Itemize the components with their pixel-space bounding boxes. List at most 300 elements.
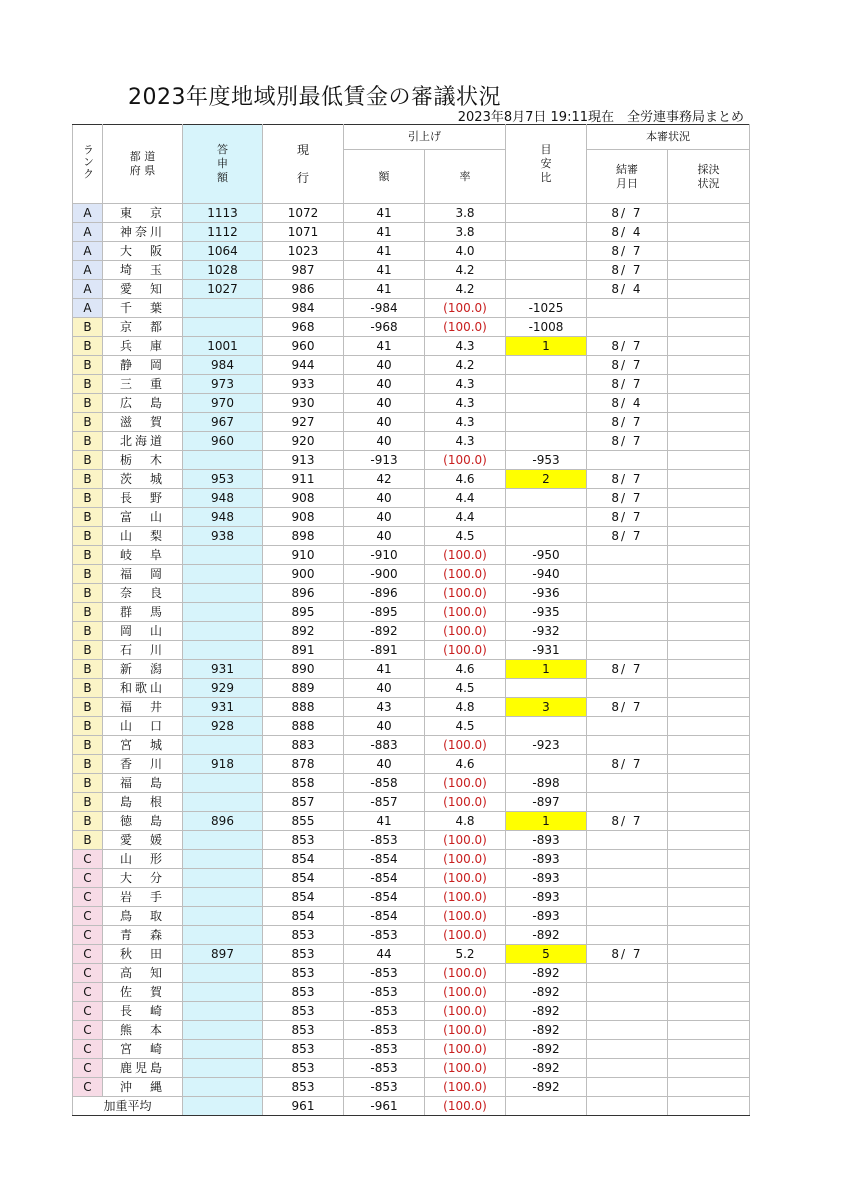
raise-rate-cell: (100.0) — [425, 622, 506, 641]
table-row — [73, 1021, 750, 1040]
current-wage-cell: 892 — [263, 622, 344, 641]
rank-cell: C — [73, 869, 103, 888]
header-council-status: 本審状況 — [587, 125, 750, 150]
conclusion-date-cell: 8/ 7 — [587, 337, 668, 356]
table-row — [73, 755, 750, 774]
weighted-average-proposal — [183, 1097, 263, 1116]
adoption-status-cell — [668, 869, 750, 888]
current-wage-cell: 944 — [263, 356, 344, 375]
target-ratio-cell: -892 — [506, 983, 587, 1002]
rank-cell: B — [73, 603, 103, 622]
adoption-status-cell — [668, 926, 750, 945]
raise-amount-cell: 41 — [344, 223, 425, 242]
raise-amount-cell: 40 — [344, 679, 425, 698]
raise-amount-cell: 40 — [344, 413, 425, 432]
target-ratio-cell: -923 — [506, 736, 587, 755]
raise-amount-cell: 41 — [344, 242, 425, 261]
conclusion-date-cell: 8/ 7 — [587, 812, 668, 831]
raise-amount-cell: 40 — [344, 375, 425, 394]
header-adoption-status: 採決 状況 — [668, 150, 750, 204]
raise-rate-cell: 4.5 — [425, 679, 506, 698]
adoption-status-cell — [668, 660, 750, 679]
prefecture-cell: 鹿児島 — [103, 1059, 183, 1078]
current-wage-cell: 878 — [263, 755, 344, 774]
proposal-cell — [183, 584, 263, 603]
proposal-cell — [183, 983, 263, 1002]
target-ratio-cell: -892 — [506, 1040, 587, 1059]
raise-amount-cell: -853 — [344, 1040, 425, 1059]
adoption-status-cell — [668, 717, 750, 736]
conclusion-date-cell — [587, 1078, 668, 1097]
table-row — [73, 774, 750, 793]
rank-cell: B — [73, 337, 103, 356]
rank-cell: C — [73, 1059, 103, 1078]
current-wage-cell: 933 — [263, 375, 344, 394]
header-proposal: 答 申 額 — [183, 125, 263, 204]
current-wage-cell: 853 — [263, 1078, 344, 1097]
raise-rate-cell: (100.0) — [425, 1040, 506, 1059]
current-wage-cell: 910 — [263, 546, 344, 565]
current-wage-cell: 883 — [263, 736, 344, 755]
target-ratio-cell — [506, 261, 587, 280]
table-row — [73, 622, 750, 641]
raise-rate-cell: 4.6 — [425, 660, 506, 679]
target-ratio-cell: -936 — [506, 584, 587, 603]
conclusion-date-cell — [587, 774, 668, 793]
raise-amount-cell: -910 — [344, 546, 425, 565]
rank-cell: B — [73, 831, 103, 850]
proposal-cell — [183, 850, 263, 869]
current-wage-cell: 920 — [263, 432, 344, 451]
prefecture-cell: 滋 賀 — [103, 413, 183, 432]
current-wage-cell: 927 — [263, 413, 344, 432]
raise-amount-cell: -853 — [344, 1002, 425, 1021]
target-ratio-cell: -893 — [506, 850, 587, 869]
table-row — [73, 242, 750, 261]
table-row — [73, 1059, 750, 1078]
raise-amount-cell: -853 — [344, 983, 425, 1002]
raise-amount-cell: 44 — [344, 945, 425, 964]
target-ratio-cell: -931 — [506, 641, 587, 660]
current-wage-cell: 896 — [263, 584, 344, 603]
prefecture-cell: 福 島 — [103, 774, 183, 793]
raise-rate-cell: (100.0) — [425, 584, 506, 603]
conclusion-date-cell: 8/ 7 — [587, 527, 668, 546]
rank-cell: B — [73, 546, 103, 565]
adoption-status-cell — [668, 888, 750, 907]
target-ratio-cell: -892 — [506, 1078, 587, 1097]
prefecture-cell: 群 馬 — [103, 603, 183, 622]
conclusion-date-cell — [587, 736, 668, 755]
adoption-status-cell — [668, 736, 750, 755]
current-wage-cell: 891 — [263, 641, 344, 660]
prefecture-cell: 宮 城 — [103, 736, 183, 755]
current-wage-cell: 854 — [263, 888, 344, 907]
conclusion-date-cell: 8/ 7 — [587, 489, 668, 508]
prefecture-cell: 大 阪 — [103, 242, 183, 261]
raise-amount-cell: -857 — [344, 793, 425, 812]
proposal-cell — [183, 907, 263, 926]
raise-amount-cell: -900 — [344, 565, 425, 584]
rank-cell: B — [73, 660, 103, 679]
raise-rate-cell: 4.4 — [425, 508, 506, 527]
table-row — [73, 489, 750, 508]
rank-cell: B — [73, 413, 103, 432]
proposal-cell — [183, 888, 263, 907]
current-wage-cell: 986 — [263, 280, 344, 299]
raise-rate-cell: 4.3 — [425, 432, 506, 451]
conclusion-date-cell — [587, 318, 668, 337]
weighted-average-vote — [668, 1097, 750, 1116]
raise-rate-cell: (100.0) — [425, 603, 506, 622]
target-ratio-cell: 1 — [506, 337, 587, 356]
conclusion-date-cell — [587, 1059, 668, 1078]
rank-cell: B — [73, 793, 103, 812]
current-wage-cell: 911 — [263, 470, 344, 489]
proposal-cell — [183, 565, 263, 584]
conclusion-date-cell: 8/ 4 — [587, 280, 668, 299]
rank-cell: B — [73, 394, 103, 413]
current-wage-cell: 853 — [263, 964, 344, 983]
adoption-status-cell — [668, 641, 750, 660]
table-row — [73, 1078, 750, 1097]
raise-rate-cell: (100.0) — [425, 983, 506, 1002]
raise-rate-cell: (100.0) — [425, 299, 506, 318]
target-ratio-cell — [506, 508, 587, 527]
raise-rate-cell: (100.0) — [425, 831, 506, 850]
table-row — [73, 812, 750, 831]
prefecture-cell: 島 根 — [103, 793, 183, 812]
table-row — [73, 318, 750, 337]
rank-cell: A — [73, 204, 103, 223]
raise-amount-cell: -853 — [344, 964, 425, 983]
raise-amount-cell: 41 — [344, 204, 425, 223]
table-row — [73, 850, 750, 869]
adoption-status-cell — [668, 1059, 750, 1078]
raise-rate-cell: (100.0) — [425, 451, 506, 470]
rank-cell: C — [73, 983, 103, 1002]
adoption-status-cell — [668, 907, 750, 926]
rank-cell: C — [73, 1040, 103, 1059]
table-row — [73, 1040, 750, 1059]
target-ratio-cell — [506, 356, 587, 375]
minimum-wage-table — [72, 124, 750, 1116]
rank-cell: B — [73, 527, 103, 546]
prefecture-cell: 岡 山 — [103, 622, 183, 641]
conclusion-date-cell — [587, 1021, 668, 1040]
weighted-average-amount: -961 — [344, 1097, 425, 1116]
proposal-cell: 948 — [183, 489, 263, 508]
table-row — [73, 679, 750, 698]
adoption-status-cell — [668, 983, 750, 1002]
raise-rate-cell: 4.5 — [425, 717, 506, 736]
target-ratio-cell: 5 — [506, 945, 587, 964]
raise-amount-cell: 42 — [344, 470, 425, 489]
rank-cell: B — [73, 318, 103, 337]
raise-rate-cell: 4.6 — [425, 755, 506, 774]
adoption-status-cell — [668, 489, 750, 508]
weighted-average-date — [587, 1097, 668, 1116]
adoption-status-cell — [668, 375, 750, 394]
header-raise: 引上げ — [344, 125, 506, 150]
conclusion-date-cell: 8/ 7 — [587, 261, 668, 280]
weighted-average-label: 加重平均 — [73, 1097, 183, 1116]
raise-amount-cell: 43 — [344, 698, 425, 717]
adoption-status-cell — [668, 527, 750, 546]
raise-rate-cell: (100.0) — [425, 1059, 506, 1078]
raise-rate-cell: 4.3 — [425, 375, 506, 394]
target-ratio-cell — [506, 489, 587, 508]
current-wage-cell: 1071 — [263, 223, 344, 242]
prefecture-cell: 新 潟 — [103, 660, 183, 679]
table-row — [73, 717, 750, 736]
target-ratio-cell: -897 — [506, 793, 587, 812]
table-row — [73, 964, 750, 983]
raise-amount-cell: 41 — [344, 337, 425, 356]
raise-rate-cell: 4.2 — [425, 261, 506, 280]
prefecture-cell: 大 分 — [103, 869, 183, 888]
conclusion-date-cell: 8/ 7 — [587, 698, 668, 717]
adoption-status-cell — [668, 850, 750, 869]
rank-cell: B — [73, 375, 103, 394]
conclusion-date-cell — [587, 717, 668, 736]
target-ratio-cell: 2 — [506, 470, 587, 489]
current-wage-cell: 898 — [263, 527, 344, 546]
proposal-cell — [183, 318, 263, 337]
conclusion-date-cell: 8/ 7 — [587, 660, 668, 679]
adoption-status-cell — [668, 945, 750, 964]
proposal-cell — [183, 793, 263, 812]
current-wage-cell: 890 — [263, 660, 344, 679]
proposal-cell — [183, 622, 263, 641]
raise-rate-cell: 4.3 — [425, 337, 506, 356]
adoption-status-cell — [668, 242, 750, 261]
raise-rate-cell: (100.0) — [425, 964, 506, 983]
prefecture-cell: 千 葉 — [103, 299, 183, 318]
current-wage-cell: 987 — [263, 261, 344, 280]
raise-rate-cell: (100.0) — [425, 1002, 506, 1021]
current-wage-cell: 888 — [263, 698, 344, 717]
rank-cell: B — [73, 565, 103, 584]
prefecture-cell: 福 井 — [103, 698, 183, 717]
prefecture-cell: 岩 手 — [103, 888, 183, 907]
adoption-status-cell — [668, 432, 750, 451]
proposal-cell: 1113 — [183, 204, 263, 223]
raise-rate-cell: (100.0) — [425, 907, 506, 926]
raise-rate-cell: 4.3 — [425, 394, 506, 413]
target-ratio-cell: -1008 — [506, 318, 587, 337]
target-ratio-cell — [506, 280, 587, 299]
raise-rate-cell: 4.3 — [425, 413, 506, 432]
rank-cell: B — [73, 356, 103, 375]
conclusion-date-cell: 8/ 7 — [587, 375, 668, 394]
adoption-status-cell — [668, 337, 750, 356]
rank-cell: C — [73, 964, 103, 983]
raise-amount-cell: -896 — [344, 584, 425, 603]
conclusion-date-cell: 8/ 7 — [587, 356, 668, 375]
target-ratio-cell: -893 — [506, 831, 587, 850]
rank-cell: A — [73, 280, 103, 299]
raise-amount-cell: -891 — [344, 641, 425, 660]
rank-cell: B — [73, 432, 103, 451]
target-ratio-cell — [506, 717, 587, 736]
conclusion-date-cell — [587, 926, 668, 945]
rank-cell: B — [73, 736, 103, 755]
prefecture-cell: 鳥 取 — [103, 907, 183, 926]
raise-amount-cell: -853 — [344, 1021, 425, 1040]
weighted-average-row — [73, 1097, 750, 1116]
current-wage-cell: 854 — [263, 907, 344, 926]
raise-amount-cell: -854 — [344, 907, 425, 926]
raise-rate-cell: 4.6 — [425, 470, 506, 489]
proposal-cell: 953 — [183, 470, 263, 489]
target-ratio-cell: -932 — [506, 622, 587, 641]
rank-cell: B — [73, 508, 103, 527]
table-row — [73, 413, 750, 432]
raise-rate-cell: 3.8 — [425, 223, 506, 242]
table-row — [73, 888, 750, 907]
rank-cell: A — [73, 299, 103, 318]
conclusion-date-cell — [587, 793, 668, 812]
raise-rate-cell: (100.0) — [425, 565, 506, 584]
raise-amount-cell: -883 — [344, 736, 425, 755]
prefecture-cell: 埼 玉 — [103, 261, 183, 280]
table-row — [73, 394, 750, 413]
prefecture-cell: 長 崎 — [103, 1002, 183, 1021]
current-wage-cell: 855 — [263, 812, 344, 831]
proposal-cell — [183, 546, 263, 565]
rank-cell: A — [73, 242, 103, 261]
table-row — [73, 527, 750, 546]
adoption-status-cell — [668, 584, 750, 603]
rank-cell: C — [73, 945, 103, 964]
target-ratio-cell: -898 — [506, 774, 587, 793]
adoption-status-cell — [668, 698, 750, 717]
adoption-status-cell — [668, 223, 750, 242]
conclusion-date-cell: 8/ 7 — [587, 508, 668, 527]
conclusion-date-cell: 8/ 7 — [587, 432, 668, 451]
prefecture-cell: 愛 知 — [103, 280, 183, 299]
current-wage-cell: 853 — [263, 1002, 344, 1021]
adoption-status-cell — [668, 413, 750, 432]
raise-rate-cell: (100.0) — [425, 926, 506, 945]
current-wage-cell: 857 — [263, 793, 344, 812]
raise-amount-cell: 41 — [344, 660, 425, 679]
raise-amount-cell: 40 — [344, 717, 425, 736]
raise-amount-cell: -858 — [344, 774, 425, 793]
raise-amount-cell: -968 — [344, 318, 425, 337]
raise-amount-cell: 41 — [344, 812, 425, 831]
rank-cell: B — [73, 451, 103, 470]
target-ratio-cell: -893 — [506, 888, 587, 907]
target-ratio-cell — [506, 432, 587, 451]
prefecture-cell: 宮 崎 — [103, 1040, 183, 1059]
current-wage-cell: 854 — [263, 850, 344, 869]
target-ratio-cell: -953 — [506, 451, 587, 470]
current-wage-cell: 913 — [263, 451, 344, 470]
conclusion-date-cell — [587, 641, 668, 660]
current-wage-cell: 858 — [263, 774, 344, 793]
conclusion-date-cell — [587, 584, 668, 603]
table-row — [73, 926, 750, 945]
table-row — [73, 470, 750, 489]
table-row — [73, 983, 750, 1002]
current-wage-cell: 984 — [263, 299, 344, 318]
raise-rate-cell: 4.8 — [425, 812, 506, 831]
rank-cell: C — [73, 1002, 103, 1021]
table-row — [73, 736, 750, 755]
raise-rate-cell: (100.0) — [425, 774, 506, 793]
table-row — [73, 660, 750, 679]
conclusion-date-cell — [587, 603, 668, 622]
table-row — [73, 1002, 750, 1021]
target-ratio-cell: -1025 — [506, 299, 587, 318]
conclusion-date-cell: 8/ 4 — [587, 223, 668, 242]
table-row — [73, 432, 750, 451]
table-row — [73, 356, 750, 375]
prefecture-cell: 東 京 — [103, 204, 183, 223]
raise-rate-cell: (100.0) — [425, 869, 506, 888]
adoption-status-cell — [668, 318, 750, 337]
conclusion-date-cell: 8/ 7 — [587, 242, 668, 261]
adoption-status-cell — [668, 280, 750, 299]
conclusion-date-cell — [587, 983, 668, 1002]
conclusion-date-cell: 8/ 7 — [587, 945, 668, 964]
raise-amount-cell: 40 — [344, 394, 425, 413]
adoption-status-cell — [668, 546, 750, 565]
target-ratio-cell: 1 — [506, 660, 587, 679]
table-row — [73, 565, 750, 584]
conclusion-date-cell — [587, 622, 668, 641]
proposal-cell: 1064 — [183, 242, 263, 261]
current-wage-cell: 854 — [263, 869, 344, 888]
prefecture-cell: 香 川 — [103, 755, 183, 774]
proposal-cell — [183, 926, 263, 945]
prefecture-cell: 高 知 — [103, 964, 183, 983]
current-wage-cell: 900 — [263, 565, 344, 584]
conclusion-date-cell — [587, 869, 668, 888]
rank-cell: B — [73, 679, 103, 698]
proposal-cell — [183, 774, 263, 793]
proposal-cell: 948 — [183, 508, 263, 527]
prefecture-cell: 沖 縄 — [103, 1078, 183, 1097]
table-row — [73, 375, 750, 394]
raise-amount-cell: -895 — [344, 603, 425, 622]
rank-cell: C — [73, 888, 103, 907]
proposal-cell: 1112 — [183, 223, 263, 242]
proposal-cell — [183, 299, 263, 318]
prefecture-cell: 長 野 — [103, 489, 183, 508]
target-ratio-cell — [506, 242, 587, 261]
header-current: 現 行 — [263, 125, 344, 204]
proposal-cell: 1027 — [183, 280, 263, 299]
prefecture-cell: 兵 庫 — [103, 337, 183, 356]
target-ratio-cell — [506, 394, 587, 413]
prefecture-cell: 奈 良 — [103, 584, 183, 603]
table-row — [73, 584, 750, 603]
proposal-cell: 973 — [183, 375, 263, 394]
current-wage-cell: 853 — [263, 926, 344, 945]
raise-rate-cell: (100.0) — [425, 736, 506, 755]
prefecture-cell: 岐 阜 — [103, 546, 183, 565]
table-row — [73, 337, 750, 356]
target-ratio-cell — [506, 527, 587, 546]
adoption-status-cell — [668, 451, 750, 470]
prefecture-cell: 山 口 — [103, 717, 183, 736]
table-row — [73, 280, 750, 299]
proposal-cell — [183, 451, 263, 470]
table-row — [73, 869, 750, 888]
